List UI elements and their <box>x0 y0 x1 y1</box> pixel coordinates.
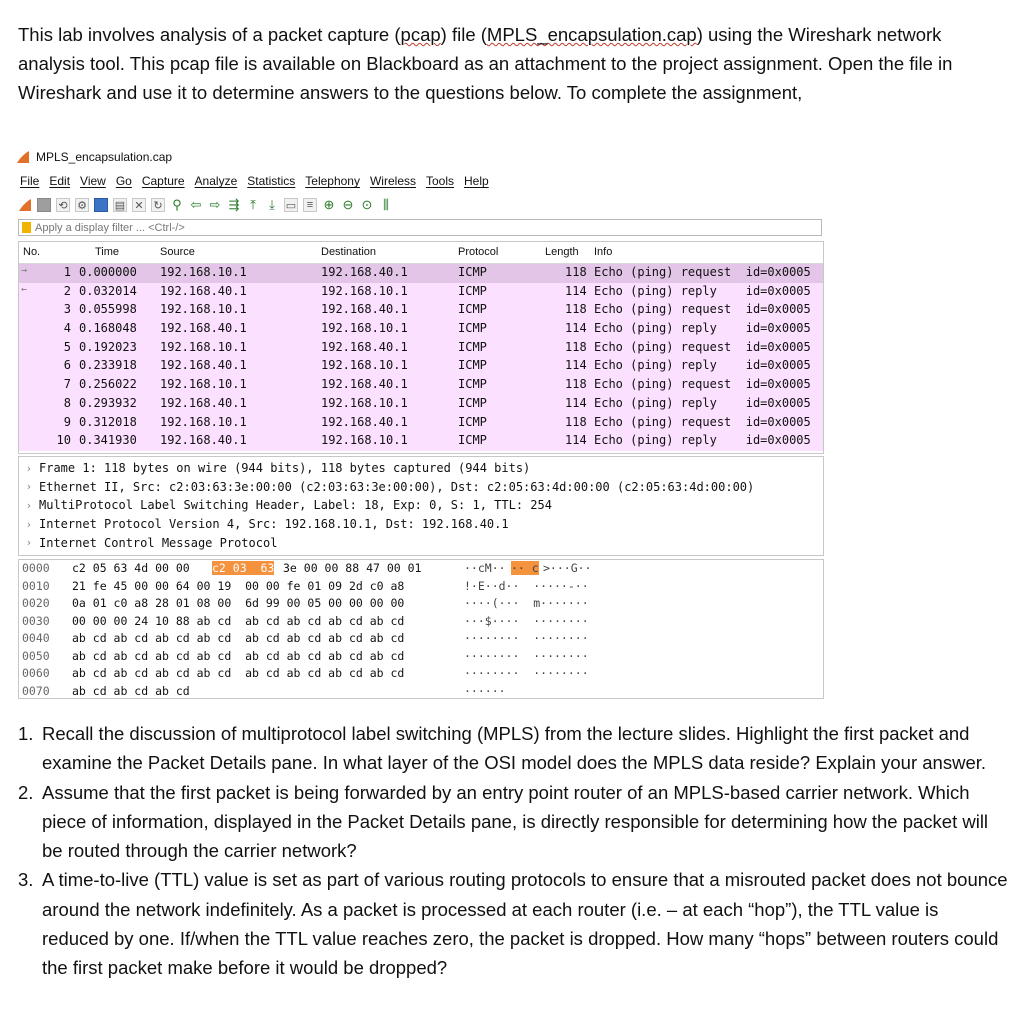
packet-info: Echo (ping) reply id=0x0005 <box>594 395 811 410</box>
packet-info: Echo (ping) request id=0x0005 <box>594 339 811 354</box>
packet-protocol: ICMP <box>458 414 487 429</box>
packet-length: 118 <box>565 339 587 354</box>
go-last-icon[interactable]: ⤓ <box>269 197 275 212</box>
detail-icmp[interactable] <box>19 533 823 552</box>
packet-destination: 192.168.10.1 <box>321 321 408 336</box>
detail-frame[interactable] <box>19 459 823 478</box>
question-text: A time-to-live (TTL) value is set as part of various routing protocols to ensure that a misrouted packet does not bounce around the network indefinitely. As a packet is processed at each router (i.e. – at each “hop”), the TTL value is reduced by one. If/when the TTL value reaches zero, the packet is dropped. How many “hops” between routers could the first packet make before it would be dropped? <box>42 869 1008 979</box>
hex-offset: 0070 <box>22 683 50 698</box>
detail-text: Ethernet II, Src: c2:03:63:3e:00:00 (c2:03:63:3e:00:00), Dst: c2:05:63:4d:00:00 (c2:05:63:4d:00:00) <box>39 479 755 494</box>
hex-row <box>19 560 823 578</box>
hex-bytes-highlighted: c2 03 63 <box>212 561 275 575</box>
packet-info: Echo (ping) request id=0x0005 <box>594 302 811 317</box>
question-number: 1. <box>18 723 34 744</box>
packet-bytes-pane[interactable] <box>18 559 824 699</box>
capture-filename: MPLS_encapsulation.cap <box>486 24 697 45</box>
filter-placeholder: Apply a display filter ... <Ctrl-/> <box>35 221 185 234</box>
packet-time: 0.032014 <box>79 283 137 298</box>
menu-tools[interactable]: Tools <box>426 174 455 188</box>
packet-length: 118 <box>565 377 587 392</box>
menu-capture[interactable]: Capture <box>141 174 185 188</box>
packet-source: 192.168.10.1 <box>160 265 247 279</box>
packet-source: 192.168.10.1 <box>160 414 247 429</box>
capture-options-icon[interactable]: ⚙ <box>75 198 89 212</box>
packet-row[interactable] <box>19 339 823 358</box>
menu-bar <box>20 174 499 188</box>
hex-ascii: >···G·· <box>543 561 592 575</box>
packet-destination: 192.168.10.1 <box>321 433 408 448</box>
packet-source: 192.168.10.1 <box>160 302 247 317</box>
hex-ascii: ····(··· m······· <box>464 596 589 610</box>
packet-length: 114 <box>565 283 587 298</box>
hex-bytes: 0a 01 c0 a8 28 01 08 00 6d 99 00 05 00 00 00 00 <box>72 596 405 610</box>
packet-source: 192.168.40.1 <box>160 321 247 336</box>
question-2 <box>18 778 1008 866</box>
request-arrow-icon: → <box>21 265 28 276</box>
packet-length: 114 <box>565 395 587 410</box>
go-first-icon[interactable]: ⤒ <box>250 197 256 212</box>
packet-protocol: ICMP <box>458 265 487 279</box>
go-to-packet-icon[interactable]: ⇶ <box>228 197 240 212</box>
menu-telephony[interactable]: Telephony <box>305 174 360 188</box>
hex-offset: 0030 <box>22 613 50 628</box>
packet-info: Echo (ping) request id=0x0005 <box>594 414 811 429</box>
detail-text: Frame 1: 118 bytes on wire (944 bits), 118 bytes captured (944 bits) <box>39 461 531 476</box>
zoom-out-icon[interactable]: ⊖ <box>342 197 354 212</box>
intro-text: This lab involves analysis of a packet capture ( <box>18 24 401 45</box>
hex-bytes: 00 00 00 24 10 88 ab cd ab cd ab cd ab cd ab cd <box>72 613 405 628</box>
packet-no: 8 <box>63 395 71 410</box>
filter-bookmark-icon[interactable] <box>22 222 31 233</box>
autoscroll-icon[interactable]: ▭ <box>285 199 297 212</box>
packet-row[interactable] <box>19 283 823 302</box>
packet-list-pane[interactable] <box>18 241 824 454</box>
menu-edit[interactable]: Edit <box>49 174 71 188</box>
question-list <box>18 719 1008 983</box>
column-info[interactable]: Info <box>594 246 613 258</box>
hex-offset: 0000 <box>22 561 50 575</box>
colorize-icon[interactable]: ≡ <box>303 198 317 212</box>
packet-destination: 192.168.40.1 <box>321 377 408 392</box>
intro-text: ) file ( <box>440 24 487 45</box>
hex-offset: 0010 <box>22 578 50 593</box>
packet-source: 192.168.40.1 <box>160 358 247 373</box>
hex-ascii: ··cM·· <box>464 561 506 575</box>
wireshark-fin-icon <box>16 150 30 164</box>
menu-analyze[interactable]: Analyze <box>194 174 238 188</box>
restart-capture-icon[interactable]: ⟲ <box>56 198 70 212</box>
detail-text: MultiProtocol Label Switching Header, Label: 18, Exp: 0, S: 1, TTL: 254 <box>39 498 552 513</box>
hex-ascii: ········ ········ <box>464 648 589 663</box>
main-toolbar <box>18 195 393 215</box>
packet-row[interactable] <box>19 414 823 433</box>
normal-size-icon[interactable]: ⊙ <box>361 197 373 212</box>
hex-row <box>19 648 823 666</box>
question-number: 3. <box>18 869 34 891</box>
menu-help[interactable]: Help <box>464 174 489 188</box>
packet-protocol: ICMP <box>458 283 487 298</box>
find-packet-icon[interactable]: ⚲ <box>172 197 182 212</box>
packet-length: 118 <box>565 302 587 317</box>
hex-ascii: ········ ········ <box>464 666 589 680</box>
packet-list-header <box>19 242 823 264</box>
question-1 <box>18 719 1008 778</box>
packet-row[interactable] <box>19 264 823 283</box>
packet-time: 0.000000 <box>79 265 137 279</box>
packet-info: Echo (ping) request id=0x0005 <box>594 377 811 392</box>
packet-destination: 192.168.40.1 <box>321 339 408 354</box>
packet-info: Echo (ping) reply id=0x0005 <box>594 433 811 448</box>
packet-no: 6 <box>63 358 71 373</box>
detail-text: Internet Control Message Protocol <box>39 535 278 550</box>
hex-offset: 0060 <box>22 666 50 680</box>
packet-row[interactable] <box>19 376 823 395</box>
packet-time: 0.168048 <box>79 321 137 336</box>
packet-time: 0.341930 <box>79 433 137 448</box>
menu-wireless[interactable]: Wireless <box>369 174 416 188</box>
hex-row <box>19 613 823 631</box>
detail-mpls[interactable] <box>19 496 823 515</box>
hex-bytes: 3e 00 00 88 47 00 01 <box>283 561 422 575</box>
packet-source: 192.168.40.1 <box>160 395 247 410</box>
packet-length: 118 <box>565 414 587 429</box>
menu-file[interactable]: File <box>20 174 40 188</box>
hex-ascii: !·E··d·· ·····-·· <box>464 578 589 593</box>
hex-bytes: ab cd ab cd ab cd ab cd ab cd ab cd ab cd ab cd <box>72 631 405 645</box>
packet-no: 10 <box>56 433 71 448</box>
packet-length: 114 <box>565 433 587 448</box>
expand-chevron-icon[interactable]: › <box>26 461 32 475</box>
window-title-bar <box>16 146 172 168</box>
menu-go[interactable]: Go <box>115 174 132 188</box>
packet-time: 0.192023 <box>79 339 137 354</box>
packet-row[interactable] <box>19 320 823 339</box>
packet-row[interactable] <box>19 301 823 320</box>
go-back-icon[interactable]: ⇦ <box>190 197 202 212</box>
packet-protocol: ICMP <box>458 433 487 448</box>
packet-info: Echo (ping) request id=0x0005 <box>594 265 811 279</box>
expand-chevron-icon[interactable]: › <box>26 517 32 531</box>
packet-details-pane[interactable] <box>18 456 824 556</box>
packet-protocol: ICMP <box>458 339 487 354</box>
detail-ethernet[interactable] <box>19 478 823 497</box>
question-text: Recall the discussion of multiprotocol label switching (MPLS) from the lecture slides. Highlight the first packet and examine the Packet Details pane. In what layer of the OSI model does the MPLS data reside? Explain your answer. <box>42 723 987 774</box>
packet-no: 9 <box>63 414 71 429</box>
hex-bytes: ab cd ab cd ab cd ab cd ab cd ab cd ab cd ab cd <box>72 666 405 680</box>
packet-source: 192.168.40.1 <box>160 283 247 298</box>
close-file-icon[interactable]: ✕ <box>132 198 146 212</box>
hex-ascii: ········ ········ <box>464 631 589 645</box>
packet-length: 118 <box>565 265 587 279</box>
packet-length: 114 <box>565 321 587 336</box>
hex-ascii: ······ <box>464 683 506 698</box>
column-destination[interactable]: Destination <box>321 246 377 258</box>
hex-bytes: ab cd ab cd ab cd <box>72 683 190 698</box>
pcap-term: pcap <box>400 24 441 45</box>
packet-info: Echo (ping) reply id=0x0005 <box>594 358 811 373</box>
hex-ascii: ···$···· ········ <box>464 613 589 628</box>
packet-protocol: ICMP <box>458 321 487 336</box>
column-source[interactable]: Source <box>160 246 195 258</box>
packet-no: 3 <box>63 302 71 317</box>
stop-capture-icon[interactable] <box>37 198 51 212</box>
question-text: Assume that the first packet is being forwarded by an entry point router of an MPLS-based carrier network. Which piece of information, displayed in the Packet Details pane, is directly responsible for determining how the packet will be routed through the carrier network? <box>42 781 989 862</box>
start-capture-icon[interactable] <box>18 198 32 212</box>
packet-destination: 192.168.10.1 <box>321 283 408 298</box>
column-no[interactable]: No. <box>23 246 41 258</box>
intro-text: ) using the Wireshark network analysis tool. This pcap file is available on Blackboard as an attachment to the project assignment. Open the file in Wireshark and use it to determine answers to the questions below. To complete the assignment, <box>18 24 953 103</box>
hex-ascii-highlighted: ·· c <box>511 561 539 575</box>
open-file-icon[interactable] <box>94 198 108 212</box>
reply-arrow-icon: ← <box>21 283 28 295</box>
column-length[interactable]: Length <box>545 246 579 258</box>
packet-source: 192.168.10.1 <box>160 339 247 354</box>
hex-offset: 0040 <box>22 631 50 645</box>
packet-no: 4 <box>63 321 71 336</box>
save-file-icon[interactable]: ▤ <box>114 199 126 212</box>
detail-ipv4[interactable] <box>19 515 823 534</box>
expand-chevron-icon[interactable]: › <box>26 480 32 494</box>
reload-file-icon[interactable]: ↻ <box>151 198 165 212</box>
intro-paragraph <box>18 20 1003 107</box>
display-filter-input[interactable] <box>18 219 822 236</box>
packet-row[interactable] <box>19 395 823 414</box>
hex-offset: 0050 <box>22 648 50 663</box>
packet-time: 0.293932 <box>79 395 137 410</box>
expand-chevron-icon[interactable]: › <box>26 498 32 512</box>
packet-row[interactable] <box>19 357 823 376</box>
hex-row <box>19 630 823 648</box>
window-title: MPLS_encapsulation.cap <box>36 150 173 164</box>
packet-protocol: ICMP <box>458 395 487 410</box>
packet-destination: 192.168.40.1 <box>321 265 408 279</box>
packet-destination: 192.168.40.1 <box>321 414 408 429</box>
go-forward-icon[interactable]: ⇨ <box>209 197 221 212</box>
packet-no: 5 <box>63 339 71 354</box>
packet-info: Echo (ping) reply id=0x0005 <box>594 321 811 336</box>
menu-statistics[interactable]: Statistics <box>247 174 296 188</box>
question-number: 2. <box>18 781 34 803</box>
zoom-in-icon[interactable]: ⊕ <box>323 197 335 212</box>
hex-row <box>19 665 823 683</box>
hex-row <box>19 683 823 701</box>
packet-protocol: ICMP <box>458 377 487 392</box>
packet-rows <box>19 264 823 451</box>
packet-source: 192.168.10.1 <box>160 377 247 392</box>
packet-row[interactable] <box>19 432 823 451</box>
packet-time: 0.055998 <box>79 302 137 317</box>
packet-destination: 192.168.10.1 <box>321 358 408 373</box>
packet-no: 2 <box>63 283 71 298</box>
expand-chevron-icon[interactable]: › <box>26 536 32 550</box>
hex-row <box>19 578 823 596</box>
packet-no: 7 <box>63 377 71 392</box>
hex-bytes: 21 fe 45 00 00 64 00 19 00 00 fe 01 09 2d c0 a8 <box>72 578 405 593</box>
packet-time: 0.312018 <box>79 414 137 429</box>
packet-time: 0.256022 <box>79 377 137 392</box>
packet-destination: 192.168.40.1 <box>321 302 408 317</box>
hex-bytes: c2 05 63 4d 00 00 <box>72 561 190 575</box>
detail-text: Internet Protocol Version 4, Src: 192.168.10.1, Dst: 192.168.40.1 <box>39 517 509 532</box>
packet-source: 192.168.40.1 <box>160 433 247 448</box>
packet-no: 1 <box>63 265 71 279</box>
hex-offset: 0020 <box>22 596 50 610</box>
wireshark-window <box>16 146 824 698</box>
hex-row <box>19 595 823 613</box>
menu-view[interactable]: View <box>80 174 106 188</box>
packet-info: Echo (ping) reply id=0x0005 <box>594 283 811 298</box>
hex-bytes: ab cd ab cd ab cd ab cd ab cd ab cd ab cd ab cd <box>72 648 405 663</box>
packet-protocol: ICMP <box>458 358 487 373</box>
question-3 <box>18 865 1008 982</box>
packet-length: 114 <box>565 358 587 373</box>
packet-time: 0.233918 <box>79 358 137 373</box>
resize-columns-icon[interactable]: ⫼ <box>383 197 389 212</box>
column-protocol[interactable]: Protocol <box>458 246 499 258</box>
column-time[interactable]: Time <box>95 246 120 258</box>
packet-protocol: ICMP <box>458 302 487 317</box>
packet-destination: 192.168.10.1 <box>321 395 408 410</box>
